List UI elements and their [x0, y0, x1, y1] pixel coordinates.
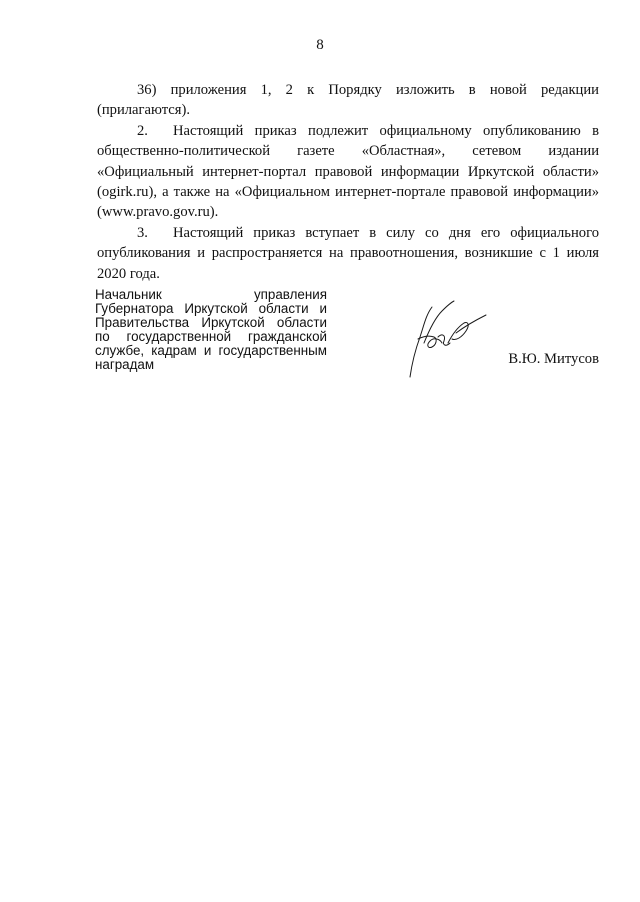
- paragraph-number: 3.: [137, 224, 148, 241]
- position-line: Губернатора Иркутской области и: [95, 301, 327, 316]
- position-line: наградам: [95, 357, 155, 372]
- signer-name: В.Ю. Митусов: [508, 351, 599, 367]
- position-line: Начальник управления: [95, 287, 327, 302]
- paragraph-text: Настоящий приказ подлежит официальному опубликованию в общественно-политической газете «Областная», сетевом издании «Официальный интернет-портал правовой информации Иркутской области» (ogirk.ru), а также на «Официальном интернет-портале правовой информации» (www.pravo.gov.ru).: [97, 122, 599, 221]
- signatory-position: [95, 288, 327, 372]
- paragraph-36: 36) приложения 1, 2 к Порядку изложить в новой редакции (прилагаются).: [97, 82, 599, 119]
- position-line: Правительства Иркутской области: [95, 315, 327, 330]
- paragraph-2: [97, 121, 599, 223]
- document-body: [97, 80, 599, 284]
- paragraph-number: 2.: [137, 122, 148, 139]
- handwritten-signature: [398, 293, 490, 379]
- paragraph-text: Настоящий приказ вступает в силу со дня его официального опубликования и распространяется на правоотношения, возникшие с 1 июля 2020 года.: [97, 224, 599, 282]
- paragraph-3: [97, 223, 599, 284]
- page-number: 8: [316, 37, 324, 53]
- position-line: по государственной гражданской: [95, 329, 327, 344]
- position-line: службе, кадрам и государственным: [95, 343, 327, 358]
